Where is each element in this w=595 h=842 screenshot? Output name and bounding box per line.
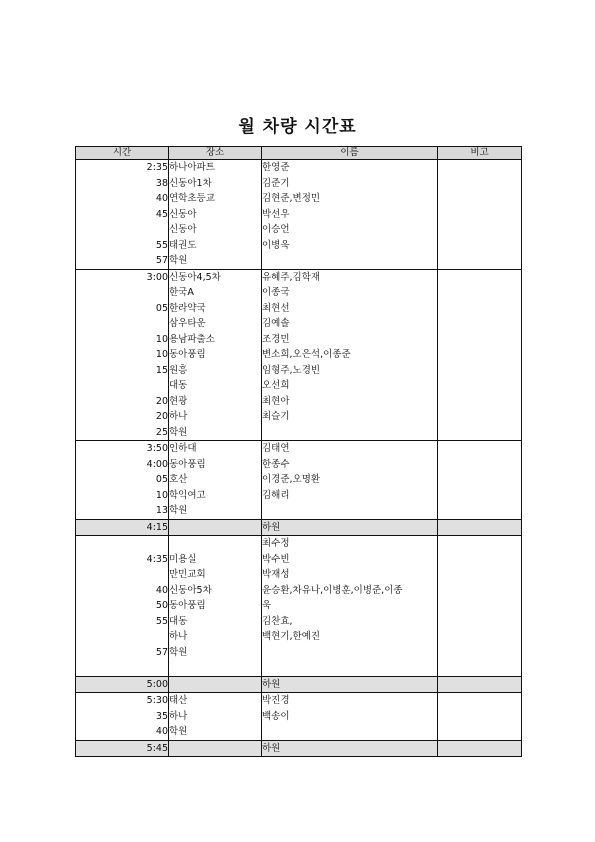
note-cell <box>438 191 522 207</box>
time-cell: 45 <box>76 207 169 223</box>
separator-note <box>438 740 522 757</box>
note-cell <box>438 709 522 725</box>
name-cell: 박진경 <box>262 693 438 709</box>
separator-name: 하원 <box>262 740 438 757</box>
name-cell: 박수빈 <box>262 552 438 568</box>
schedule-row <box>76 552 522 568</box>
name-cell <box>262 425 438 441</box>
name-cell <box>262 660 438 676</box>
place-cell: 한라약국 <box>169 301 262 317</box>
note-cell <box>438 207 522 223</box>
place-cell: 호산 <box>169 472 262 488</box>
time-cell <box>76 536 169 552</box>
schedule-table <box>75 146 522 757</box>
schedule-row <box>76 425 522 441</box>
note-cell <box>438 441 522 457</box>
note-cell <box>438 552 522 568</box>
separator-time: 5:45 <box>76 740 169 757</box>
name-cell: 욱 <box>262 598 438 614</box>
name-cell <box>262 503 438 519</box>
schedule-row <box>76 724 522 740</box>
header-row <box>76 147 522 160</box>
schedule-row <box>76 472 522 488</box>
place-cell: 학원 <box>169 645 262 661</box>
separator-name: 하원 <box>262 519 438 536</box>
time-cell: 40 <box>76 191 169 207</box>
separator-note <box>438 519 522 536</box>
schedule-row <box>76 567 522 583</box>
note-cell <box>438 598 522 614</box>
time-cell: 40 <box>76 583 169 599</box>
name-cell: 김태연 <box>262 441 438 457</box>
name-cell: 최수정 <box>262 536 438 552</box>
time-cell: 05 <box>76 301 169 317</box>
name-cell: 최현아 <box>262 394 438 410</box>
note-cell <box>438 394 522 410</box>
name-cell: 조경민 <box>262 332 438 348</box>
name-cell: 백송이 <box>262 709 438 725</box>
time-cell: 50 <box>76 598 169 614</box>
time-cell: 3:00 <box>76 269 169 285</box>
time-cell: 10 <box>76 347 169 363</box>
place-cell: 하나아파트 <box>169 160 262 176</box>
name-cell <box>262 253 438 269</box>
time-cell: 35 <box>76 709 169 725</box>
schedule-row <box>76 660 522 676</box>
schedule-row <box>76 441 522 457</box>
name-cell: 이승언 <box>262 222 438 238</box>
schedule-row <box>76 332 522 348</box>
separator-time: 4:15 <box>76 519 169 536</box>
schedule-row <box>76 363 522 379</box>
note-cell <box>438 269 522 285</box>
schedule-row <box>76 160 522 176</box>
time-cell: 57 <box>76 253 169 269</box>
time-cell: 4:35 <box>76 552 169 568</box>
place-cell: 태산 <box>169 693 262 709</box>
time-cell: 3:50 <box>76 441 169 457</box>
name-cell: 김찬효, <box>262 614 438 630</box>
name-cell: 박선우 <box>262 207 438 223</box>
note-cell <box>438 316 522 332</box>
note-cell <box>438 285 522 301</box>
name-cell: 김해리 <box>262 488 438 504</box>
name-cell: 한종수 <box>262 457 438 473</box>
name-cell: 유혜주,김학재 <box>262 269 438 285</box>
note-cell <box>438 253 522 269</box>
place-cell: 연학초등교 <box>169 191 262 207</box>
place-cell: 신동아4,5차 <box>169 269 262 285</box>
note-cell <box>438 488 522 504</box>
schedule-row <box>76 269 522 285</box>
schedule-row <box>76 347 522 363</box>
schedule-row <box>76 693 522 709</box>
time-cell: 5:30 <box>76 693 169 709</box>
separator-place <box>169 740 262 757</box>
time-cell <box>76 316 169 332</box>
place-cell: 동아풍림 <box>169 457 262 473</box>
name-cell <box>262 724 438 740</box>
place-cell: 태권도 <box>169 238 262 254</box>
name-cell: 김준기 <box>262 176 438 192</box>
schedule-row <box>76 488 522 504</box>
name-cell: 한영준 <box>262 160 438 176</box>
place-cell: 원흥 <box>169 363 262 379</box>
note-cell <box>438 425 522 441</box>
note-cell <box>438 378 522 394</box>
note-cell <box>438 457 522 473</box>
name-cell: 최현선 <box>262 301 438 317</box>
note-cell <box>438 629 522 645</box>
separator-note <box>438 676 522 693</box>
name-cell: 오선희 <box>262 378 438 394</box>
place-cell: 학원 <box>169 503 262 519</box>
note-cell <box>438 567 522 583</box>
schedule-row <box>76 503 522 519</box>
note-cell <box>438 645 522 661</box>
note-cell <box>438 660 522 676</box>
note-cell <box>438 693 522 709</box>
time-cell: 13 <box>76 503 169 519</box>
note-cell <box>438 363 522 379</box>
place-cell: 용남파출소 <box>169 332 262 348</box>
separator-time: 5:00 <box>76 676 169 693</box>
note-cell <box>438 176 522 192</box>
note-cell <box>438 583 522 599</box>
time-cell: 2:35 <box>76 160 169 176</box>
schedule-row <box>76 301 522 317</box>
schedule-row <box>76 614 522 630</box>
schedule-row <box>76 598 522 614</box>
name-cell: 백현기,한예진 <box>262 629 438 645</box>
separator-place <box>169 519 262 536</box>
place-cell: 한국A <box>169 285 262 301</box>
header-place: 장소 <box>169 147 262 160</box>
place-cell <box>169 660 262 676</box>
dismissal-row <box>76 740 522 757</box>
note-cell <box>438 347 522 363</box>
place-cell: 대동 <box>169 378 262 394</box>
time-cell: 20 <box>76 409 169 425</box>
place-cell: 신동아1차 <box>169 176 262 192</box>
time-cell: 57 <box>76 645 169 661</box>
note-cell <box>438 614 522 630</box>
schedule-row <box>76 191 522 207</box>
schedule-row <box>76 207 522 223</box>
page-title: 월 차량 시간표 <box>238 117 357 137</box>
note-cell <box>438 724 522 740</box>
time-cell: 55 <box>76 614 169 630</box>
time-cell <box>76 660 169 676</box>
time-cell <box>76 222 169 238</box>
name-cell: 최슬기 <box>262 409 438 425</box>
time-cell: 55 <box>76 238 169 254</box>
name-cell: 이병욱 <box>262 238 438 254</box>
time-cell <box>76 285 169 301</box>
place-cell <box>169 536 262 552</box>
note-cell <box>438 409 522 425</box>
time-cell: 38 <box>76 176 169 192</box>
name-cell: 윤승환,차유나,이병훈,이병준,이종 <box>262 583 438 599</box>
schedule-row <box>76 378 522 394</box>
name-cell: 김현준,변정민 <box>262 191 438 207</box>
dismissal-row <box>76 676 522 693</box>
schedule-row <box>76 222 522 238</box>
schedule-body <box>76 160 522 757</box>
note-cell <box>438 301 522 317</box>
time-cell: 4:00 <box>76 457 169 473</box>
separator-name: 하원 <box>262 676 438 693</box>
schedule-row <box>76 409 522 425</box>
schedule-row <box>76 253 522 269</box>
schedule-row <box>76 176 522 192</box>
place-cell: 신동아 <box>169 207 262 223</box>
place-cell: 인하대 <box>169 441 262 457</box>
place-cell: 학원 <box>169 253 262 269</box>
schedule-row <box>76 536 522 552</box>
place-cell: 삼우타운 <box>169 316 262 332</box>
time-cell <box>76 567 169 583</box>
schedule-row <box>76 645 522 661</box>
place-cell: 동아풍림 <box>169 598 262 614</box>
schedule-row <box>76 316 522 332</box>
place-cell: 미용실 <box>169 552 262 568</box>
name-cell: 변소희,오은석,이종준 <box>262 347 438 363</box>
place-cell: 만민교회 <box>169 567 262 583</box>
place-cell: 하나 <box>169 709 262 725</box>
place-cell: 현광 <box>169 394 262 410</box>
note-cell <box>438 332 522 348</box>
time-cell: 15 <box>76 363 169 379</box>
time-cell: 20 <box>76 394 169 410</box>
place-cell: 하나 <box>169 409 262 425</box>
note-cell <box>438 160 522 176</box>
name-cell: 임형주,노경빈 <box>262 363 438 379</box>
separator-place <box>169 676 262 693</box>
schedule-row <box>76 629 522 645</box>
schedule-row <box>76 709 522 725</box>
place-cell: 학원 <box>169 425 262 441</box>
note-cell <box>438 503 522 519</box>
place-cell: 하나 <box>169 629 262 645</box>
note-cell <box>438 222 522 238</box>
header-note: 비고 <box>438 147 522 160</box>
time-cell: 25 <box>76 425 169 441</box>
header-time: 시간 <box>76 147 169 160</box>
header-name: 이름 <box>262 147 438 160</box>
name-cell: 박재성 <box>262 567 438 583</box>
schedule-row <box>76 285 522 301</box>
place-cell: 학익여고 <box>169 488 262 504</box>
time-cell: 10 <box>76 332 169 348</box>
place-cell: 신동아 <box>169 222 262 238</box>
time-cell <box>76 378 169 394</box>
name-cell: 이경준,오명환 <box>262 472 438 488</box>
place-cell: 학원 <box>169 724 262 740</box>
time-cell: 40 <box>76 724 169 740</box>
dismissal-row <box>76 519 522 536</box>
time-cell: 05 <box>76 472 169 488</box>
name-cell: 이종국 <box>262 285 438 301</box>
note-cell <box>438 536 522 552</box>
schedule-row <box>76 394 522 410</box>
note-cell <box>438 238 522 254</box>
place-cell: 동아풍림 <box>169 347 262 363</box>
time-cell <box>76 629 169 645</box>
schedule-row <box>76 583 522 599</box>
name-cell: 김예솔 <box>262 316 438 332</box>
place-cell: 대동 <box>169 614 262 630</box>
schedule-row <box>76 238 522 254</box>
schedule-row <box>76 457 522 473</box>
time-cell: 10 <box>76 488 169 504</box>
note-cell <box>438 472 522 488</box>
name-cell <box>262 645 438 661</box>
place-cell: 신동아5차 <box>169 583 262 599</box>
